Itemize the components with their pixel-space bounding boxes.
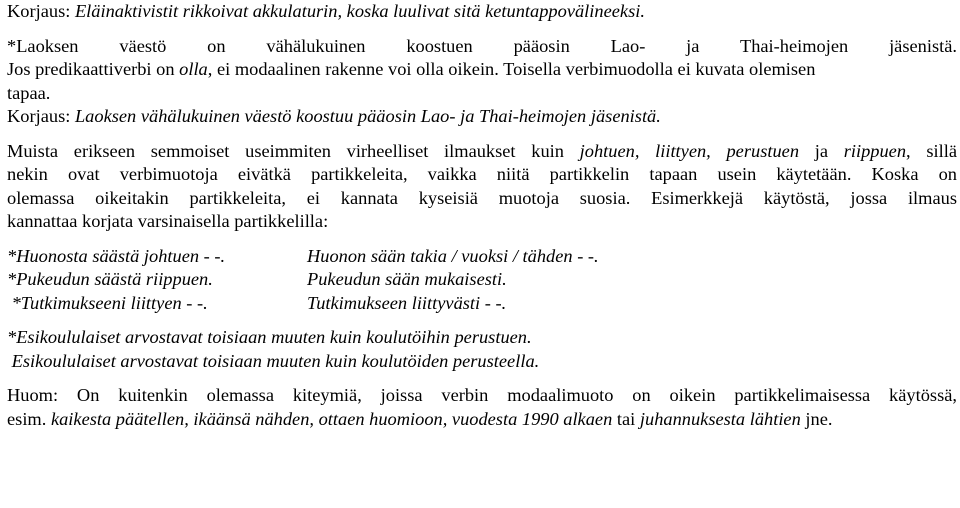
explanation-line: Jos predikaattiverbi on olla, ei modaalinen rakenne voi olla oikein. Toisella verbimuodolla ei kuvata olemisen (7, 59, 816, 79)
correction-text: Eläinaktivistit rikkoivat akkulaturin, koska luulivat sitä ketuntappovälineeksi. (74, 1, 645, 21)
paragraph-line: Muista erikseen semmoiset useimmiten virheelliset ilmaukset kuin johtuen, liittyen, perustuen ja riippuen, sillä (7, 140, 957, 161)
example-row (7, 245, 957, 269)
wrong-example: *Pukeudun säästä riippuen. (7, 269, 213, 289)
correction-line-2 (7, 105, 957, 129)
note-line-examples: esim. kaikesta päätellen, ikäänsä nähden, ottaen huomioon, vuodesta 1990 alkaen tai juhannuksesta lähtien jne. (7, 408, 833, 429)
document (7, 0, 957, 431)
correction-label: Korjaus: (7, 106, 71, 126)
correction-label: Korjaus: (7, 1, 71, 21)
wrong-example: *Tutkimukseeni liittyen - -. (7, 292, 208, 313)
example-wrong-line: *Esikoululaiset arvostavat toisiaan muuten kuin koulutöihin perustuen. (7, 327, 532, 347)
right-example: Huonon sään takia / vuoksi / tähden - -. (307, 245, 599, 266)
example-row (7, 292, 957, 316)
example-row (7, 268, 957, 292)
example-sentence-laos: *Laoksen väestö on vähälukuinen koostuen pääosin Lao- ja Thai-heimojen jäsenistä. (7, 35, 957, 56)
explanation-line-end: tapaa. (7, 82, 51, 103)
example-right-line: Esikoululaiset arvostavat toisiaan muuten kuin koulutöiden perusteella. (7, 350, 540, 371)
paragraph-line: nekin ovat verbimuotoja eivätkä partikkeleita, vaikka niitä partikkelin tapaan usein käytetään. Koska on (7, 164, 957, 184)
paragraph-line: olemassa oikeitakin partikkeleita, ei kannata kyseisiä muotoja suosia. Esimerkkejä käytöstä, jossa ilmaus (7, 187, 957, 208)
paragraph-line: kannattaa korjata varsinaisella partikkelilla: (7, 211, 329, 231)
wrong-example: *Huonosta säästä johtuen - -. (7, 245, 226, 266)
correction-line-1 (7, 0, 957, 24)
note-line: Huom: On kuitenkin olemassa kiteymiä, joissa verbin modaalimuoto on oikein partikkelimaisessa käytössä, (7, 385, 957, 405)
correction-text: Laoksen vähälukuinen väestö koostuu pääosin Lao- ja Thai-heimojen jäsenistä. (74, 106, 661, 126)
right-example: Tutkimukseen liittyvästi - -. (307, 292, 507, 313)
right-example: Pukeudun sään mukaisesti. (307, 269, 507, 289)
